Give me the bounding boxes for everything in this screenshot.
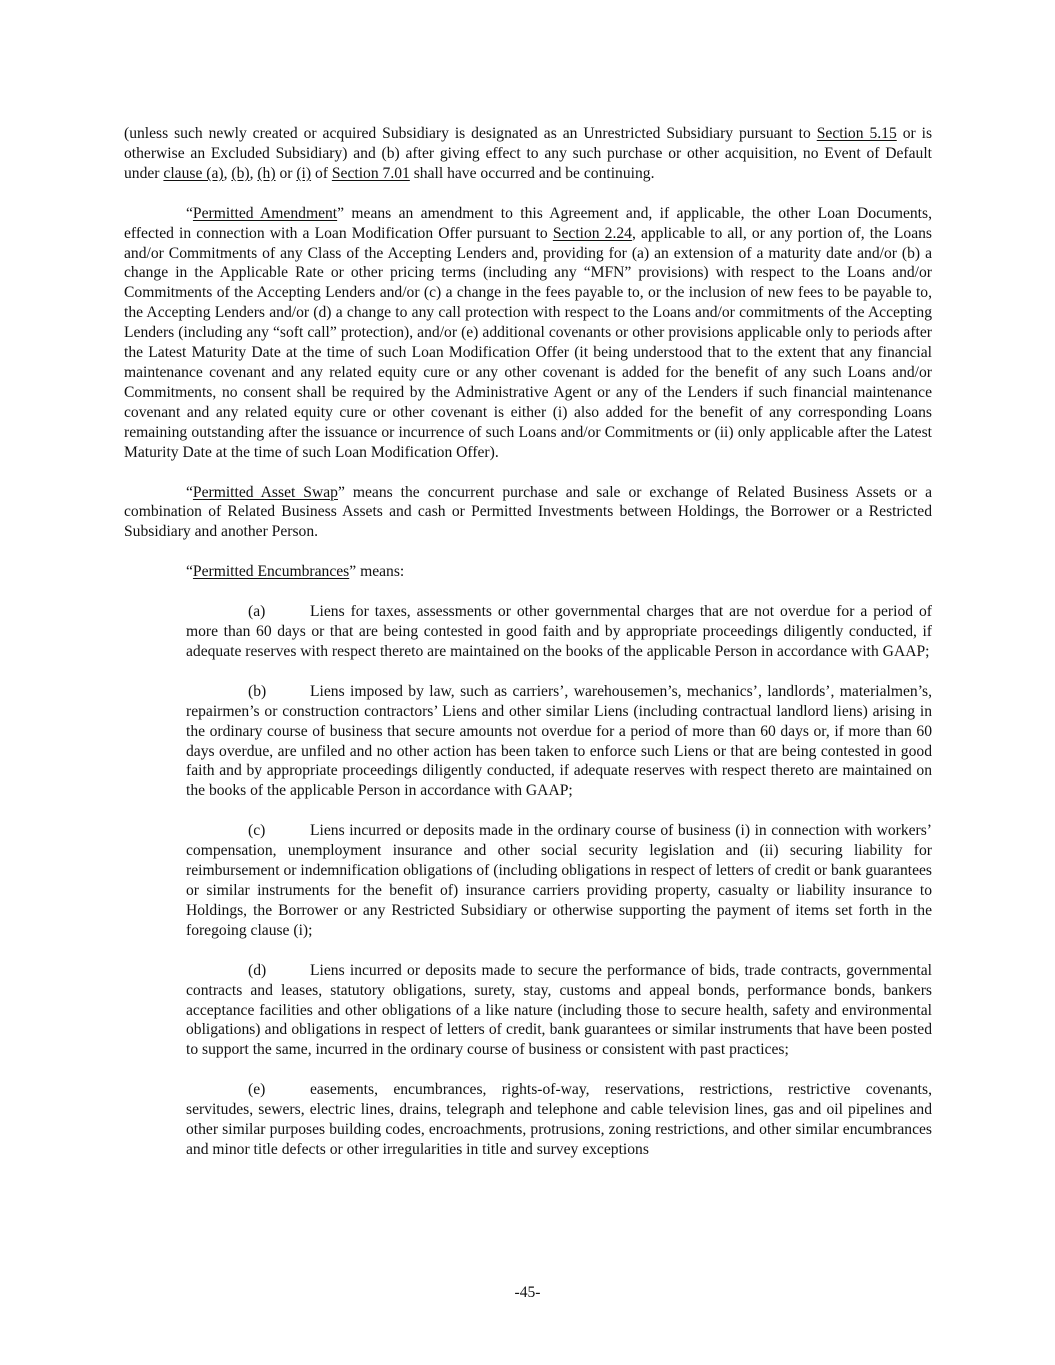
section-7-01-link[interactable]: Section 7.01 [331, 164, 410, 182]
section-5-15-link[interactable]: Section 5.15 [816, 125, 897, 142]
clause-i-link[interactable]: (i) [296, 164, 312, 182]
list-item-label: (d) [248, 961, 267, 979]
list-item-b [186, 682, 932, 801]
list-item-label: (b) [248, 682, 267, 700]
clause-b-link[interactable]: (b) [231, 164, 250, 182]
defined-term-permitted-amendment: Permitted Amendment [192, 204, 338, 222]
section-2-24-link[interactable]: Section 2.24 [552, 224, 632, 242]
list-item-text: easements, encumbrances, rights-of-way, reservations, restrictions, restrictive covenants, servitudes, sewers, electric lines, drains, telegraph and telephone and cable television lines, gas and oil pipelines and other similar purposes building codes, encroachments, protrusions, zoning restrictions, and other similar encumbrances and minor title defects or other irregularities in title and survey exceptions [186, 1081, 932, 1158]
defined-term-permitted-asset-swap: Permitted Asset Swap [192, 483, 338, 501]
permitted-amendment-definition: “Permitted Amendment” means an amendment to this Agreement and, if applicable, the other Loan Documents, effected in connection with a Loan Modification Offer pursuant to Section 2.24, applicable to all, or any portion of, the Loans and/or Commitments of any Class of the Accepting Lenders and, providing for (a) an extension of a maturity date and/or (b) a change in the Applicable Rate or other pricing terms (including any “MFN” provisions) with respect to the Loans and/or Commitments of the Accepting Lenders and/or (c) a change in the fees payable to, or the inclusion of new fees to be payable to, the Accepting Lenders and/or (d) a change to any call protection with respect to the Loans and/or commitments of the Accepting Lenders (including any “soft call” protection), and/or (e) additional covenants or other provisions applicable only to periods after the Latest Maturity Date at the time of such Loan Modification Offer (it being understood that to the extent that any financial maintenance covenant and any related equity cure or any other covenant is added for the benefit of any such Loans and/or Commitments, no consent shall be required by the Administrative Agent or any of the Lenders if such financial maintenance covenant and any related equity cure or other covenant is either (i) also added for the benefit of any corresponding Loans remaining outstanding after the issuance or incurrence of such Loans and/or Commitments or (ii) only applicable after the Latest Maturity Date at the time of such Loan Modification Offer). [124, 204, 932, 461]
defined-term-permitted-encumbrances: Permitted Encumbrances [192, 563, 350, 581]
list-item-text: Liens incurred or deposits made to secure the performance of bids, trade contracts, governmental contracts and leases, statutory obligations, surety, stay, customs and appeal bonds, performance bonds, bankers acceptance facilities and other obligations of a like nature (including those to secure health, safety and environmental obligations) and obligations in respect of letters of credit, bank guarantees or similar instruments that have been posted to support the same, incurred in the ordinary course of business or consistent with past practices; [186, 961, 932, 1059]
permitted-encumbrances-definition: “Permitted Encumbrances” means: [186, 563, 405, 581]
list-item-text: Liens imposed by law, such as carriers’, warehousemen’s, mechanics’, landlords’, materialmen’s, repairmen’s or construction contractors’ Liens and other similar Liens (including contractual landlord liens) arising in the ordinary course of business that secure amounts not overdue for a period of more than 60 days or, if more than 60 days overdue, are unfiled and no other action has been taken to enforce such Liens or that are being contested in good faith and by appropriate proceedings diligently conducted, if adequate reserves with respect thereto are maintained on the books of the applicable Person in accordance with GAAP; [186, 682, 932, 800]
list-item-c [186, 821, 932, 940]
document-page [124, 124, 932, 1160]
list-item-label: (e) [248, 1081, 266, 1099]
continuation-paragraph: (unless such newly created or acquired Subsidiary is designated as an Unrestricted Subsidiary pursuant to Section 5.15 or is otherwise an Excluded Subsidiary) and (b) after giving effect to any such purchase or other acquisition, no Event of Default under clause (a), (b), (h) or (i) of Section 7.01 shall have occurred and be continuing. [124, 125, 933, 182]
list-item-label: (c) [248, 822, 266, 840]
list-item-a [186, 602, 932, 662]
clause-h-link[interactable]: (h) [257, 164, 276, 182]
list-item-d [186, 961, 932, 1061]
permitted-asset-swap-definition: “Permitted Asset Swap” means the concurrent purchase and sale or exchange of Related Business Assets or a combination of Related Business Assets and cash or Permitted Investments between Holdings, the Borrower or a Restricted Subsidiary and another Person. [124, 483, 932, 541]
clause-a-link[interactable]: clause (a) [163, 164, 224, 182]
page-number: -45- [514, 1284, 541, 1301]
list-item-text: Liens for taxes, assessments or other governmental charges that are not overdue for a period of more than 60 days or that are being contested in good faith and by appropriate proceedings diligently conducted, if adequate reserves with respect thereto are maintained on the books of the applicable Person in accordance with GAAP; [186, 603, 932, 660]
list-item-e [186, 1080, 932, 1160]
list-item-label: (a) [248, 603, 266, 621]
list-item-text: Liens incurred or deposits made in the ordinary course of business (i) in connection with workers’ compensation, unemployment insurance and other social security legislation and (ii) securing liability for reimbursement or indemnification obligations of (including obligations in respect of letters of credit or bank guarantees or similar instruments for the benefit of) insurance carriers providing property, casualty or liability insurance to Holdings, the Borrower or any Restricted Subsidiary or otherwise supporting the payment of items set forth in the foregoing clause (i); [186, 822, 932, 939]
